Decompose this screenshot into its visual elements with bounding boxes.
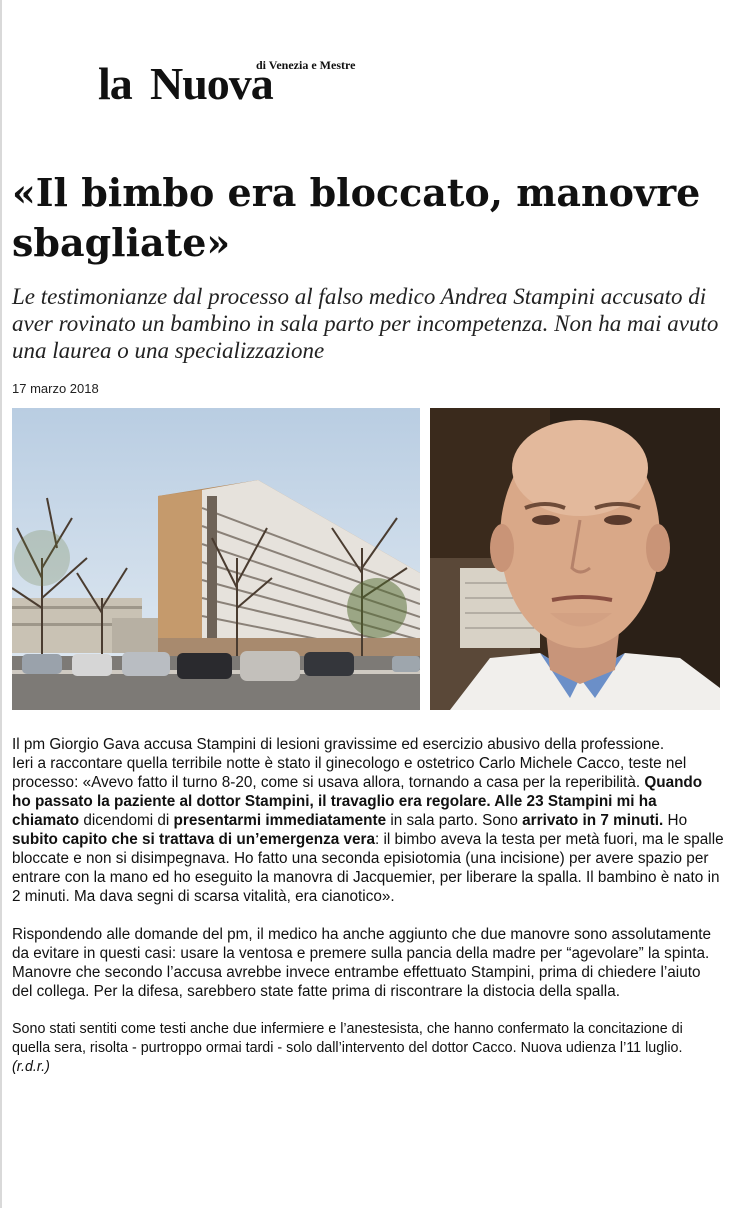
p2-text-3: in sala parto. Sono [386, 812, 523, 829]
logo-la: la [98, 58, 132, 109]
man-portrait-photo [430, 408, 720, 710]
p4-text: Sono stati sentiti come testi anche due infermiere e l’anestesista, che hanno confermato la concitazione di quella sera, risolta - purtroppo ormai tardi - solo dall’intervento del dottor Cacco. Nuova udienza l’11 luglio. [12, 1021, 683, 1056]
p2-bold-1: Quando ho passato la paziente al dottor Stampini, il travaglio era regolare. Alle 23 Stampini mi ha chiamato [12, 774, 703, 829]
body-paragraph-3: Rispondendo alle domande del pm, il medico ha anche aggiunto che due manovre sono assolutamente da evitare in questi casi: usare la ventosa e premere sulla pancia della madre per “agevolare” la spinta. Manovre che secondo l’accusa avrebbe invece entrambe effettuato Stampini, prima di chiedere l’aiuto del collega. Per la difesa, sarebbero state fatte prima di riscontrare la distocia della spalla. [12, 926, 712, 1000]
page-left-border [0, 0, 2, 1208]
logo-subtitle: di Venezia e Mestre [256, 58, 356, 72]
p2-text-5: : il bimbo aveva la testa per metà fuori, ma le spalle bloccate e non si disimpegnava. Ho fatto una seconda episiotomia (una incisione) per avere spazio per entrare con la mano ed ho eseguito la manovra di Jacquemier, per liberare la spalla. Il bambino è nato in 2 minuti. Ma dava segni di scarsa vitalità, era cianotico». [12, 831, 724, 905]
p2-text-1: Ieri a raccontare quella terribile notte è stato il ginecologo e ostetrico Carlo Michele Cacco, teste nel processo: «Avevo fatto il turno 8-20, come si usava allora, tornando a casa per la reperibilità. [12, 755, 687, 791]
body-paragraph-2 [12, 754, 724, 906]
article-subtitle: Le testimonianze dal processo al falso medico Andrea Stampini accusato di aver rovinato un bambino in sala parto per incompetenza. Non ha mai avuto una laurea o una specializzazione [12, 284, 719, 363]
p2-bold-4: subito capito che si trattava di un’emergenza vera [12, 831, 375, 848]
body-paragraph-1: Il pm Giorgio Gava accusa Stampini di lesioni gravissime ed esercizio abusivo della professione. [12, 736, 665, 753]
p2-text-4: Ho [667, 812, 688, 829]
p2-bold-2: presentarmi immediatamente [173, 812, 387, 829]
hospital-building-photo [12, 408, 420, 710]
article-headline: «Il bimbo era bloccato, manovre sbagliate» [12, 170, 701, 265]
publish-date: 17 marzo 2018 [12, 381, 99, 396]
p2-bold-3: arrivato in 7 minuti. [522, 812, 668, 829]
p2-text-2: dicendomi di [79, 812, 174, 829]
article-body [12, 735, 724, 1077]
newspaper-logo[interactable] [98, 55, 356, 109]
body-paragraph-4 [12, 1020, 724, 1077]
author-signature: (r.d.r.) [12, 1059, 50, 1075]
logo-nuova: Nuova [150, 58, 273, 109]
